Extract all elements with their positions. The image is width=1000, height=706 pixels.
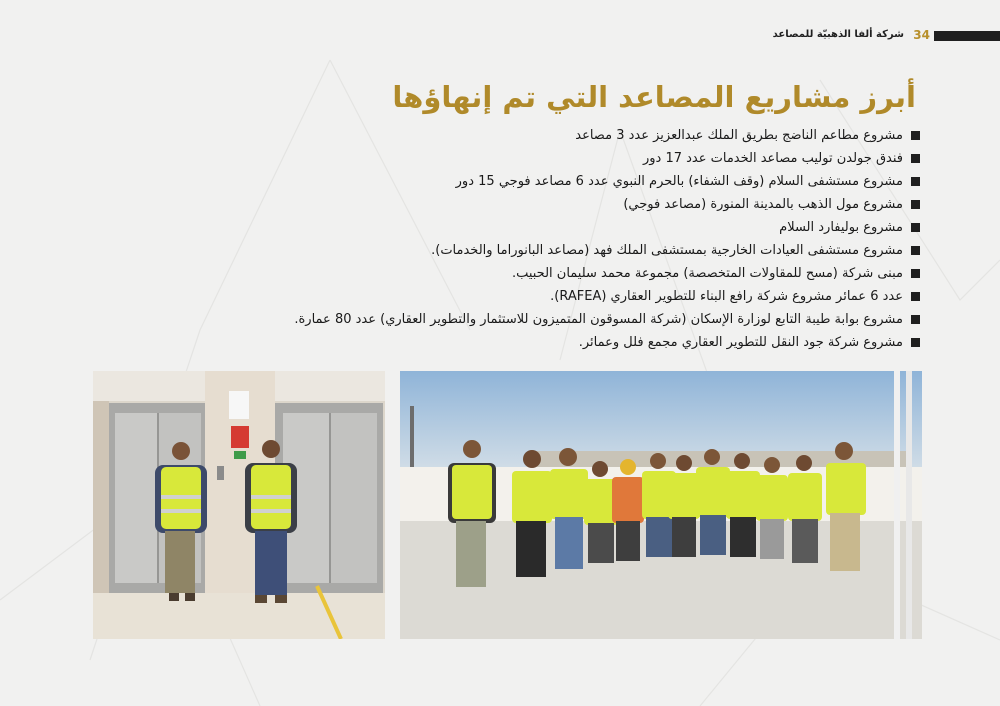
page-title: أبرز مشاريع المصاعد التي تم إنهاؤها <box>392 80 916 114</box>
list-item <box>160 193 920 216</box>
square-bullet-icon <box>911 246 920 255</box>
square-bullet-icon <box>911 154 920 163</box>
company-name: شركة ألفا الذهبيّة للمصاعد <box>772 29 904 40</box>
list-item <box>160 262 920 285</box>
list-item <box>160 216 920 239</box>
square-bullet-icon <box>911 338 920 347</box>
square-bullet-icon <box>911 177 920 186</box>
projects-list <box>160 124 920 354</box>
elevator-photo <box>93 371 385 639</box>
list-item-text: مشروع مستشفى السلام (وقف الشفاء) بالحرم النبوي عدد 6 مصاعد فوجي 15 دور <box>455 174 903 189</box>
square-bullet-icon <box>911 131 920 140</box>
list-item-text: فندق جولدن توليب مصاعد الخدمات عدد 17 دور <box>642 151 903 166</box>
team-photo <box>400 371 922 639</box>
square-bullet-icon <box>911 200 920 209</box>
list-item <box>160 170 920 193</box>
header-bar <box>934 31 1000 41</box>
list-item <box>160 239 920 262</box>
square-bullet-icon <box>911 315 920 324</box>
list-item <box>160 308 920 331</box>
list-item <box>160 147 920 170</box>
list-item <box>160 331 920 354</box>
list-item-text: عدد 6 عمائر مشروع شركة رافع البناء للتطوير العقاري (RAFEA). <box>550 289 903 304</box>
square-bullet-icon <box>911 269 920 278</box>
list-item-text: مشروع شركة جود النقل للتطوير العقاري مجمع فلل وعمائر. <box>578 335 903 350</box>
page-number: 34 <box>913 28 930 42</box>
list-item <box>160 285 920 308</box>
square-bullet-icon <box>911 223 920 232</box>
list-item-text: مبنى شركة (مسح للمقاولات المتخصصة) مجموعة محمد سليمان الحبيب. <box>511 266 903 281</box>
list-item-text: مشروع بوابة طيبة التابع لوزارة الإسكان (شركة المسوقون المتميزون للاستثمار والتطوير العقاري) عدد 80 عمارة. <box>294 312 903 327</box>
list-item-text: مشروع مستشفى العيادات الخارجية بمستشفى الملك فهد (مصاعد البانوراما والخدمات). <box>431 243 903 258</box>
list-item-text: مشروع مطاعم الناضج بطريق الملك عبدالعزيز عدد 3 مصاعد <box>575 128 903 143</box>
list-item-text: مشروع مول الذهب بالمدينة المنورة (مصاعد فوجي) <box>623 197 903 212</box>
list-item-text: مشروع بوليفارد السلام <box>779 220 903 235</box>
list-item <box>160 124 920 147</box>
square-bullet-icon <box>911 292 920 301</box>
